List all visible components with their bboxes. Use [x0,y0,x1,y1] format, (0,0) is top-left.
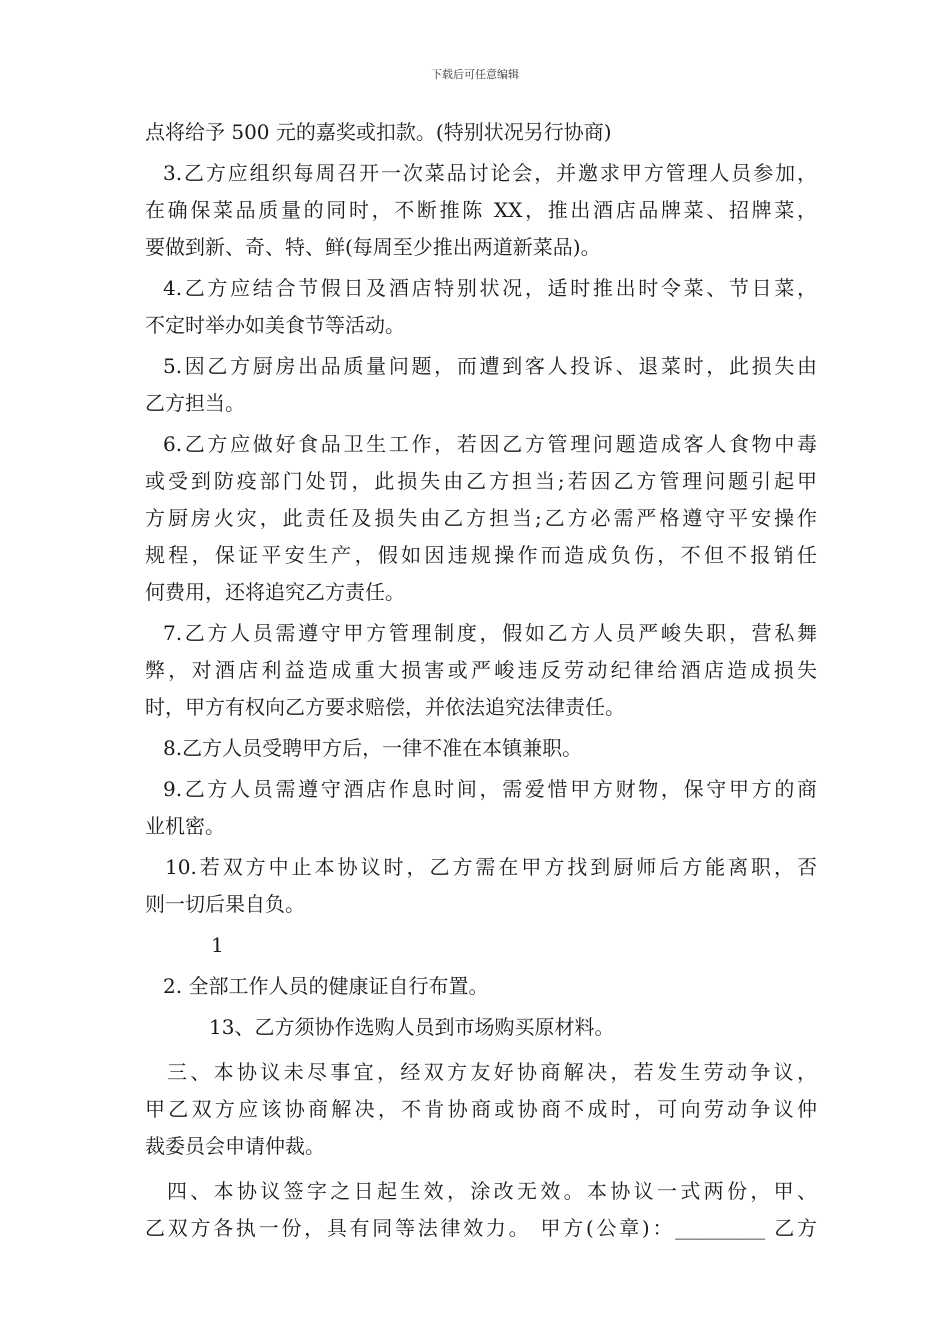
document-body [145,114,817,1247]
paragraph-line: 三、本协议未尽事宜，经双方友好协商解决，若发生劳动争议， [167,1060,817,1084]
paragraph-line: 规程，保证平安生产，假如因违规操作而造成负伤，不但不报销任 [145,543,817,567]
paragraph-line: 甲乙双方应该协商解决，不肯协商或协商不成时，可向劳动争议仲 [145,1097,817,1121]
paragraph-line: 弊，对酒店利益造成重大损害或严峻违反劳动纪律给酒店造成损失 [145,658,817,682]
paragraph-line: 8.乙方人员受聘甲方后，一律不准在本镇兼职。 [163,736,583,760]
paragraph-line: 2. 全部工作人员的健康证自行布置。 [163,974,489,998]
paragraph-line: 在确保菜品质量的同时，不断推陈 XX，推出酒店品牌菜、招牌菜， [145,198,817,222]
paragraph-line: 时，甲方有权向乙方要求赔偿，并依法追究法律责任。 [145,695,625,719]
paragraph-line: 点将给予 500 元的嘉奖或扣款。(特别状况另行协商) [145,120,612,144]
paragraph-line: 要做到新、奇、特、鲜(每周至少推出两道新菜品)。 [145,235,601,259]
paragraph-line: 4.乙方应结合节假日及酒店特别状况，适时推出时令菜、节日菜， [163,276,817,300]
paragraph-line: 则一切后果自负。 [145,892,305,916]
paragraph-line: 1 [211,933,224,957]
paragraph-line: 10.若双方中止本协议时，乙方需在甲方找到厨师后方能离职，否 [165,855,817,879]
paragraph-line: 乙方担当。 [145,391,245,415]
paragraph-line: 或受到防疫部门处罚，此损失由乙方担当;若因乙方管理问题引起甲 [145,469,817,493]
paragraph-line: 业机密。 [145,814,225,838]
paragraph-line: 9.乙方人员需遵守酒店作息时间，需爱惜甲方财物，保守甲方的商 [163,777,817,801]
paragraph-line: 6.乙方应做好食品卫生工作，若因乙方管理问题造成客人食物中毒 [163,432,817,456]
paragraph-line: 5.因乙方厨房出品质量问题，而遭到客人投诉、退菜时，此损失由 [163,354,817,378]
paragraph-line: 何费用，还将追究乙方责任。 [145,580,405,604]
paragraph-line: 四、本协议签字之日起生效，涂改无效。本协议一式两份，甲、 [167,1179,817,1203]
paragraph-line: 7.乙方人员需遵守甲方管理制度，假如乙方人员严峻失职，营私舞 [163,621,817,645]
paragraph-line: 3.乙方应组织每周召开一次菜品讨论会，并邀求甲方管理人员参加， [163,161,817,185]
paragraph-line: 13、乙方须协作选购人员到市场购买原材料。 [209,1015,615,1039]
paragraph-line: 裁委员会申请仲裁。 [145,1134,325,1158]
paragraph-line: 不定时举办如美食节等活动。 [145,313,405,337]
paragraph-line: 乙双方各执一份，具有同等法律效力。 甲方(公章)：_________ 乙方 [145,1216,817,1240]
paragraph-line: 方厨房火灾，此责任及损失由乙方担当;乙方必需严格遵守平安操作 [145,506,817,530]
page-header: 下载后可任意编辑 [431,68,519,81]
